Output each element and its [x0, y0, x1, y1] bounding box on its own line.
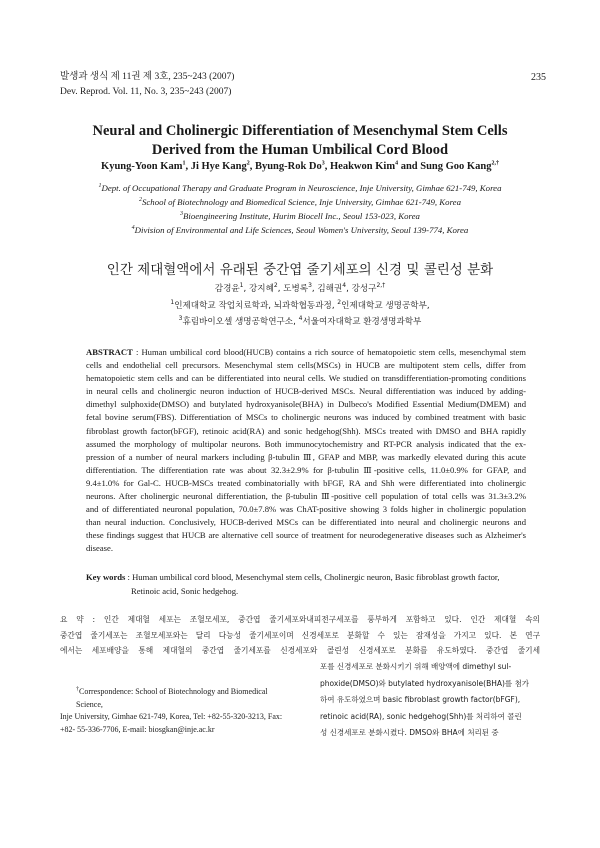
korean-affiliation-text: 인제대학교 생명공학부,	[341, 301, 430, 311]
korean-author-list	[0, 282, 600, 297]
korean-title: 인간 제대혈액에서 유래된 중간엽 줄기세포의 신경 및 콜린성 분화	[106, 262, 494, 278]
korean-abstract-line: 하여 유도하였으며 basic fibroblast growth factor(bFGF),	[320, 695, 521, 704]
korean-author-name: 강성구	[351, 284, 377, 294]
affiliation-text: Bioengineering Institute, Hurim Biocell Inc., Seoul 153-023, Korea	[183, 211, 420, 221]
author-name: Byung-Rok Do	[254, 161, 322, 172]
footnote-mark: †	[76, 686, 79, 693]
author-separator: and	[398, 161, 421, 172]
abstract-line: fetal bovine serum(FBS). Differentiation of MSCs to cholinergic neurons was induced by combined treatment with basic	[86, 412, 526, 423]
journal-header-english: Dev. Reprod. Vol. 11, No. 3, 235~243 (2007)	[60, 87, 232, 97]
abstract-line: disease.	[86, 543, 113, 554]
korean-abstract-line: phoxide(DMSO)와 butylated hydroxyanisole(BHA)를 첨가	[320, 678, 530, 688]
page-number: 235	[531, 72, 546, 83]
abstract	[86, 346, 526, 556]
affiliation-marker: 3	[180, 211, 184, 218]
author-affiliation-marker: 2	[273, 282, 278, 290]
affiliation-list	[0, 181, 600, 237]
affiliation-text: Dept. of Occupational Therapy and Graduate Program in Neuroscience, Inje University, Gimhae 621-749, Korea	[101, 183, 502, 193]
abstract-line	[86, 346, 526, 359]
affiliation-marker: 2	[139, 197, 142, 204]
author-affiliation-marker: 2	[246, 160, 250, 167]
footnote-line: +82- 55-336-7706, E-mail: biosgkan@inje.ac.kr	[60, 724, 215, 734]
korean-author-name: 강지혜	[248, 284, 274, 294]
korean-author-name: 도병록	[283, 284, 309, 294]
footnote-line: Inje University, Gimhae 621-749, Korea, Tel: +82-55-320-3213, Fax:	[60, 712, 283, 721]
author-name: Sung Goo Kang	[420, 161, 492, 172]
author-affiliation-marker: 1	[239, 282, 244, 290]
abstract-line: hematopoietic stem cells and can be differentiated into neural cells. We studied on transdifferentiation-promoting conditions	[86, 373, 526, 384]
korean-affiliation-text: 휴림바이오셀 생명공학연구소,	[182, 317, 299, 327]
abstract-line: pression of a number of neural markers including β-tubulin Ⅲ, GFAP and MBP, was markedly elevated during this acute	[86, 451, 526, 462]
keywords-label: Key words	[86, 572, 126, 582]
affiliation-line	[0, 223, 600, 237]
affiliation-marker: 1	[98, 183, 102, 190]
korean-abstract-line: retinoic acid(RA), sonic hedgehog(Shh)를 처리하여 콜린	[320, 711, 522, 721]
korean-abstract-intro	[60, 612, 540, 659]
author-affiliation-marker: 3	[308, 282, 312, 290]
author-name: Kyung-Yoon Kam	[101, 161, 183, 172]
abstract-line: than neural induction. Conclusively, HUCB-derived MSCs can be differentiated into neural and cholinergic neurons and	[86, 517, 526, 528]
author-separator: ,	[311, 284, 318, 294]
author-affiliation-marker: 1	[182, 160, 186, 167]
keywords	[86, 571, 526, 598]
author-affiliation-marker: 4	[395, 160, 399, 167]
affiliation-line	[0, 209, 600, 223]
author-separator: ,	[346, 284, 352, 294]
abstract-line: in neural cells and cholinergic neuron induction of HUCB-derived MSCs. Neural differentiation was induced by adding-	[86, 386, 526, 397]
affiliation-marker: 3	[178, 315, 183, 323]
author-separator: ,	[249, 161, 255, 172]
abstract-line: these findings suggest that HUCB are alternative cell source of treatment for neurodegenerative diseases such as Alzheimer's	[86, 530, 526, 541]
abstract-text: : Human umbilical cord blood(HUCB) contains a rich source of hematopoietic stem cells, mesenchymal stem	[132, 347, 526, 357]
abstract-line: 9.4±1.0% for Gal-C. HUCB-MSCs treated combinatorially with bFGF, RA and Shh were differentiated into cholinergic	[86, 477, 526, 488]
affiliation-marker: 4	[298, 315, 303, 323]
affiliation-line	[0, 181, 600, 195]
korean-abstract-line: 성 신경세포로 분화시켰다. DMSO와 BHA에 처리된 중	[320, 728, 499, 737]
korean-abstract-line: 에서는 세포배양을 통해 제대혈의 중간엽 줄기세포를 신경세포와 콜린성 신경세포로 분화를 유도하였다. 중간엽 줄기세	[60, 646, 540, 655]
abstract-label: ABSTRACT	[86, 347, 133, 357]
affiliation-text: School of Biotechnology and Biomedical Science, Inje University, Gimhae 621-749, Korea	[142, 197, 461, 207]
korean-author-name: 감경윤	[214, 284, 240, 294]
author-affiliation-marker: 4	[342, 282, 347, 290]
correspondence-footnote	[60, 686, 292, 736]
keywords-text: : Human umbilical cord blood, Mesenchymal stem cells, Cholinergic neuron, Basic fibroblast growth factor,	[125, 572, 500, 582]
journal-header-korean: 발생과 생식 제 11권 제 3호, 235~243 (2007)	[60, 72, 235, 82]
abstract-line: dimethyl sulphoxide(DMSO) and butylated hydroxyanisole(BHA) in Dulbeco's Modified Essential Medium(DMEM) and	[86, 399, 526, 410]
affiliation-text: Division of Environmental and Life Sciences, Seoul Women's University, Seoul 139-774, Korea	[134, 225, 469, 235]
affiliation-marker: 1	[170, 299, 175, 307]
author-separator: ,	[277, 284, 284, 294]
author-separator: ,	[185, 161, 191, 172]
author-affiliation-marker: 2,†	[491, 160, 499, 167]
korean-abstract-line: 요 약 : 인간 제대혈 세포는 조혈모세포, 중간엽 줄기세포와내피전구세포를 풍부하게 포함하고 있다. 인간 제대혈 속의	[60, 615, 540, 624]
author-affiliation-marker: 3	[321, 160, 325, 167]
korean-affiliation-line-2	[0, 315, 600, 330]
abstract-line: and of differentiated neuronal population, 70.0±7.8% was ChAT-positive showing 3 folds higher in cholinergic population	[86, 504, 526, 515]
abstract-line: fibroblast growth factor(bFGF), retinoic acid(RA) and sonic hedgehog(Shh). MSCs treated with DMSO and BHA rapidly	[86, 425, 526, 436]
korean-affiliation-text: 서울여자대학교 환경생명과학부	[302, 317, 422, 327]
paper-title-line-1: Neural and Cholinergic Differentiation of Mesenchymal Stem Cells	[92, 123, 508, 139]
abstract-line: cells and endothelial cell precursors. Mesenchymal stem cells(MSCs) in HUCB are multipotent stem cells, differ from	[86, 360, 526, 371]
korean-author-name: 김해권	[317, 284, 343, 294]
affiliation-marker: 2	[337, 299, 342, 307]
korean-abstract-line: 중간엽 줄기세포는 조혈모세포와는 달리 다능성 줄기세포이며 신경세포로 분화할 수 있는 잠재성을 가지고 있다. 본 연구	[60, 630, 540, 640]
affiliation-line	[0, 195, 600, 209]
author-separator: ,	[243, 284, 249, 294]
keywords-line-1	[86, 571, 526, 585]
author-affiliation-marker: 2,†	[376, 282, 386, 290]
keywords-line-2: Retinoic acid, Sonic hedgehog.	[131, 585, 239, 596]
abstract-line: differentiation. The differentiation rate was about 32.3±2.9% for β-tubulin Ⅲ-positive cells, 11.0±0.9% for GFAP, and	[86, 464, 526, 475]
author-list	[0, 161, 600, 172]
author-separator: ,	[324, 161, 331, 172]
abstract-line: assumed the morphology of multipolar neurons. Both immunocytochemistry and RT-PCR analysis indicated that the ex-	[86, 438, 526, 449]
footnote-line	[60, 686, 292, 711]
affiliation-marker: 4	[131, 225, 135, 232]
author-name: Heakwon Kim	[330, 161, 396, 172]
korean-abstract-line: 포를 신경세포로 분화시키기 위해 배양액에 dimethyl sul-	[320, 662, 512, 671]
korean-affiliation-line-1	[0, 299, 600, 314]
abstract-line: neurons. After cholinergic neuronal differentiation, the β-tubulin Ⅲ-positive cell population of total cells was 31.3±3.2%	[86, 491, 526, 502]
author-name: Ji Hye Kang	[190, 161, 247, 172]
paper-title-line-2: Derived from the Human Umbilical Cord Blood	[151, 142, 449, 158]
korean-affiliation-text: 인제대학교 작업치료학과, 뇌과학협동과정,	[174, 301, 338, 311]
korean-abstract-right-column	[320, 659, 542, 742]
footnote-text: Correspondence: School of Biotechnology and Biomedical Science,	[76, 687, 268, 709]
